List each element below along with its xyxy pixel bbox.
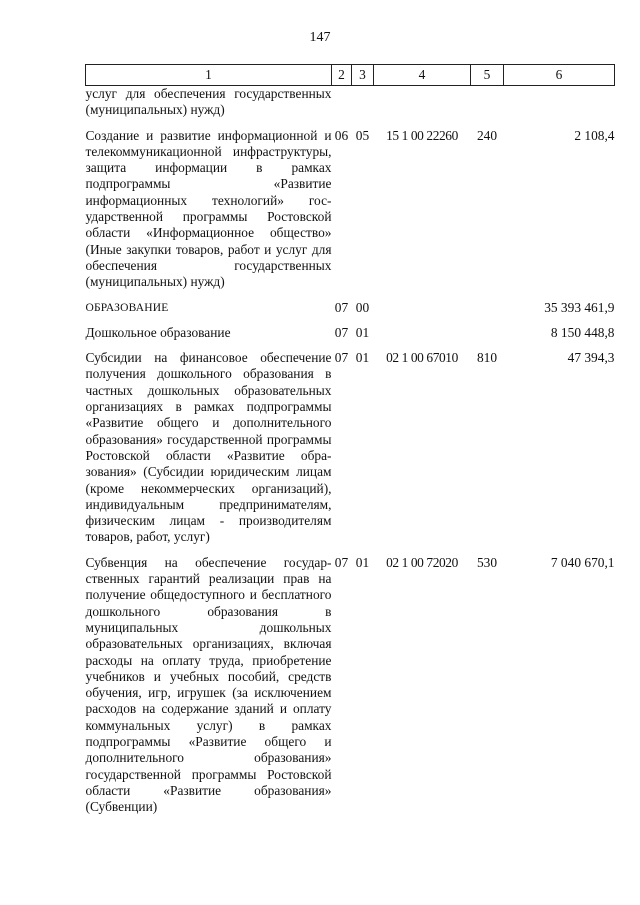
row-csr: 02 1 00 72020	[386, 554, 458, 570]
column-header-5: 5	[471, 65, 504, 86]
row-rz: 06	[334, 127, 349, 143]
row-pr	[352, 86, 374, 119]
row-vr	[471, 325, 504, 341]
row-pr: 01	[355, 350, 370, 366]
row-csr: 15 1 00 22260	[386, 127, 458, 143]
table-header-row	[86, 65, 615, 86]
row-sum: 47 394,3	[567, 350, 615, 366]
row-sum: 2 108,4	[574, 127, 615, 143]
row-description: Субвенция на обеспечение государственных гарантий реализации прав на получение общедоступного и бесплатного дошкольного образования в муниципальных дошкольных образовательных организациях, включая расходы на оплату труда, приобретение учебников и учебных пособий, средств обучения, игр, игрушек (за исключением расходов на содержание зданий и оплату коммунальных услуг) в рамках подпрограммы «Развитие общего и дополнительного образования» государственной программы Ростовской области «Развитие образования» (Субвенции)	[85, 554, 332, 815]
table-row	[86, 128, 615, 291]
row-rz: 07	[334, 350, 349, 366]
row-rz: 07	[334, 554, 349, 570]
column-header-1: 1	[86, 65, 332, 86]
row-description: ОБРАЗОВАНИЕ	[85, 301, 169, 314]
row-pr: 01	[355, 324, 370, 340]
table-row	[86, 86, 615, 119]
row-rz: 07	[334, 324, 349, 340]
row-vr: 240	[476, 127, 498, 143]
row-sum	[504, 86, 615, 119]
row-sum: 8 150 448,8	[550, 324, 615, 340]
table-row	[86, 325, 615, 341]
page-number: 147	[309, 30, 331, 45]
row-vr: 530	[476, 554, 498, 570]
table-row	[86, 300, 615, 316]
column-header-6: 6	[504, 65, 615, 86]
table-row	[86, 350, 615, 546]
column-header-2: 2	[332, 65, 352, 86]
column-header-3: 3	[352, 65, 374, 86]
row-csr	[374, 86, 471, 119]
row-csr	[374, 325, 471, 341]
row-description: Субсидии на финансовое обеспечение получения дошкольного образования в частных дошкольных образовательных организациях в рамках подпрограммы «Развитие общего и дополнительного образования» государственной программы Ростовской области «Развитие образования» (Субсидии юридическим лицам (кроме некоммерческих организаций), индивидуальным предпринимателям, физическим лицам - производителям товаров, работ, услуг)	[85, 350, 332, 545]
row-rz	[332, 86, 352, 119]
row-description: Создание и развитие информационной и телекоммуникационной инфраструктуры, защита информации в рамках подпрограммы «Развитие информационных технологий» государственной программы Ростовской области «Информационное общество» (Иные закупки товаров, работ и услуг для обеспечения государственных (муниципальных) нужд)	[85, 127, 332, 290]
row-description: услуг для обеспечения государственных (муниципальных) нужд)	[85, 86, 332, 118]
table-row	[86, 555, 615, 816]
row-rz: 07	[334, 299, 349, 315]
row-vr	[471, 300, 504, 316]
row-description: Дошкольное образование	[85, 324, 231, 340]
row-vr	[471, 86, 504, 119]
row-csr	[374, 300, 471, 316]
row-pr: 00	[355, 299, 370, 315]
row-vr: 810	[476, 350, 498, 366]
row-pr: 05	[355, 127, 370, 143]
row-sum: 7 040 670,1	[550, 554, 615, 570]
row-sum: 35 393 461,9	[544, 299, 615, 315]
row-pr: 01	[355, 554, 370, 570]
row-csr: 02 1 00 67010	[386, 350, 458, 366]
column-header-4: 4	[374, 65, 471, 86]
budget-table	[85, 64, 615, 815]
